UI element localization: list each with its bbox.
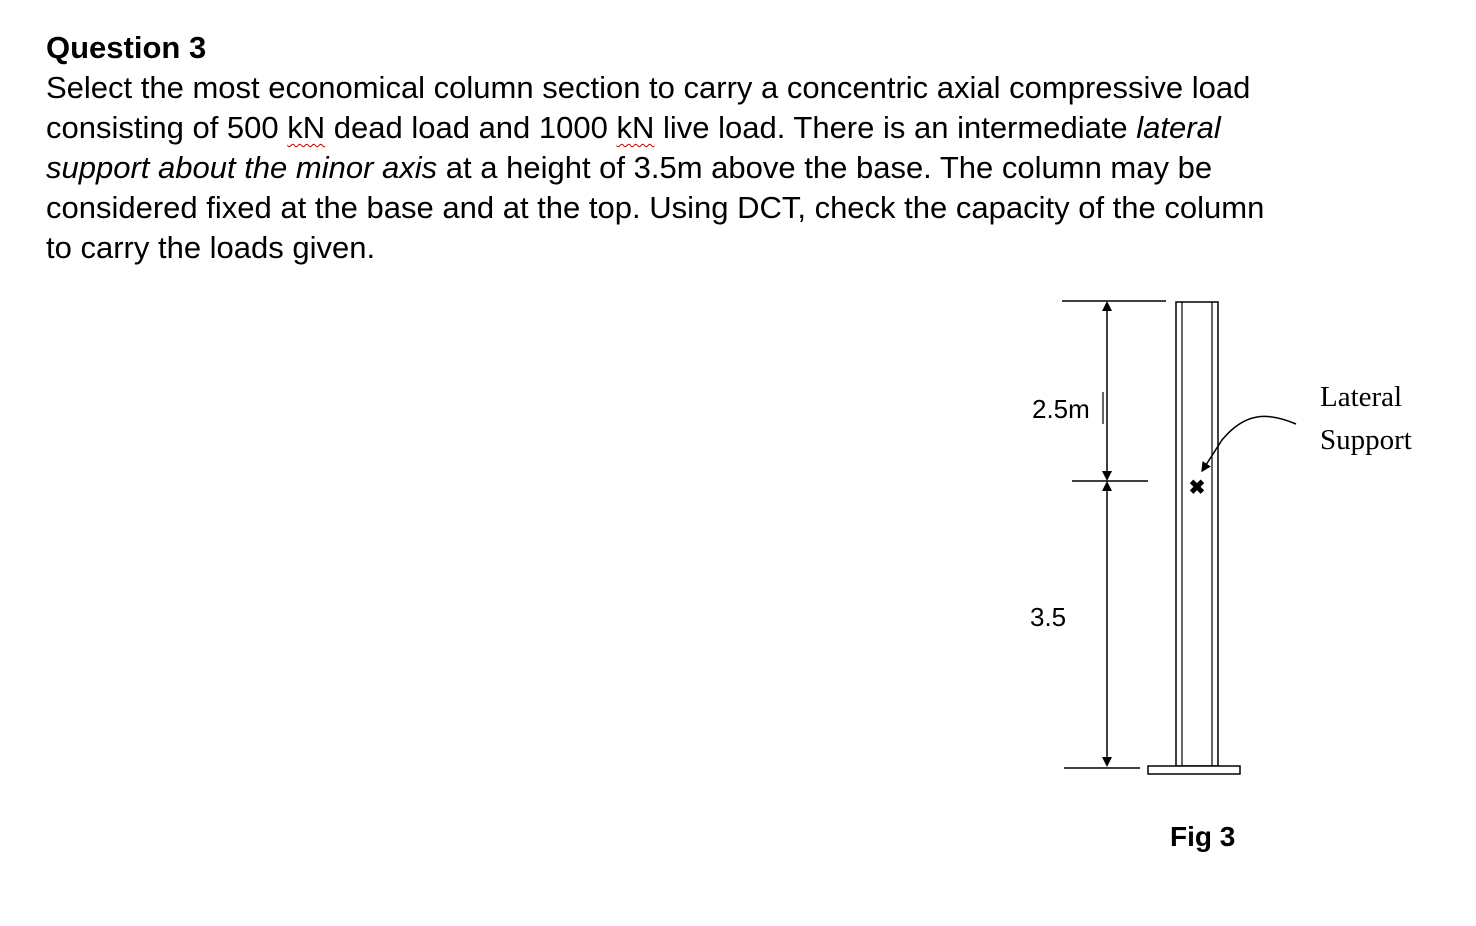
base-plate: [1148, 766, 1240, 774]
italic-text: lateral: [1136, 110, 1221, 145]
upper-dimension-label: 2.5m: [1032, 394, 1090, 424]
support-label-line-1: Lateral: [1320, 381, 1403, 413]
question-line-1-text: Select the most economical column section to carry a concentric axial compressive load: [46, 70, 1251, 105]
support-label-line-2: Support: [1320, 424, 1412, 456]
spellcheck-word: kN: [616, 110, 655, 145]
lower-dimension-label: 3.5: [1030, 602, 1067, 632]
question-text-segment: at a height of 3.5m above the base. The column may be: [437, 150, 1213, 185]
question-line-5-text: to carry the loads given.: [46, 230, 376, 265]
figure-caption: Fig 3: [1170, 821, 1236, 852]
question-text-segment: live load. There is an intermediate: [654, 110, 1137, 145]
spellcheck-word: kN: [287, 110, 326, 145]
question-text-segment: dead load and 1000: [325, 110, 617, 145]
italic-text: support about the minor axis: [46, 150, 438, 185]
question-text-segment: consisting of 500: [46, 110, 288, 145]
question-line-4-text: considered fixed at the base and at the top. Using DCT, check the capacity of the column: [46, 190, 1265, 225]
question-title: Question 3: [46, 30, 207, 65]
lateral-support-marker: ✖: [1188, 477, 1206, 499]
